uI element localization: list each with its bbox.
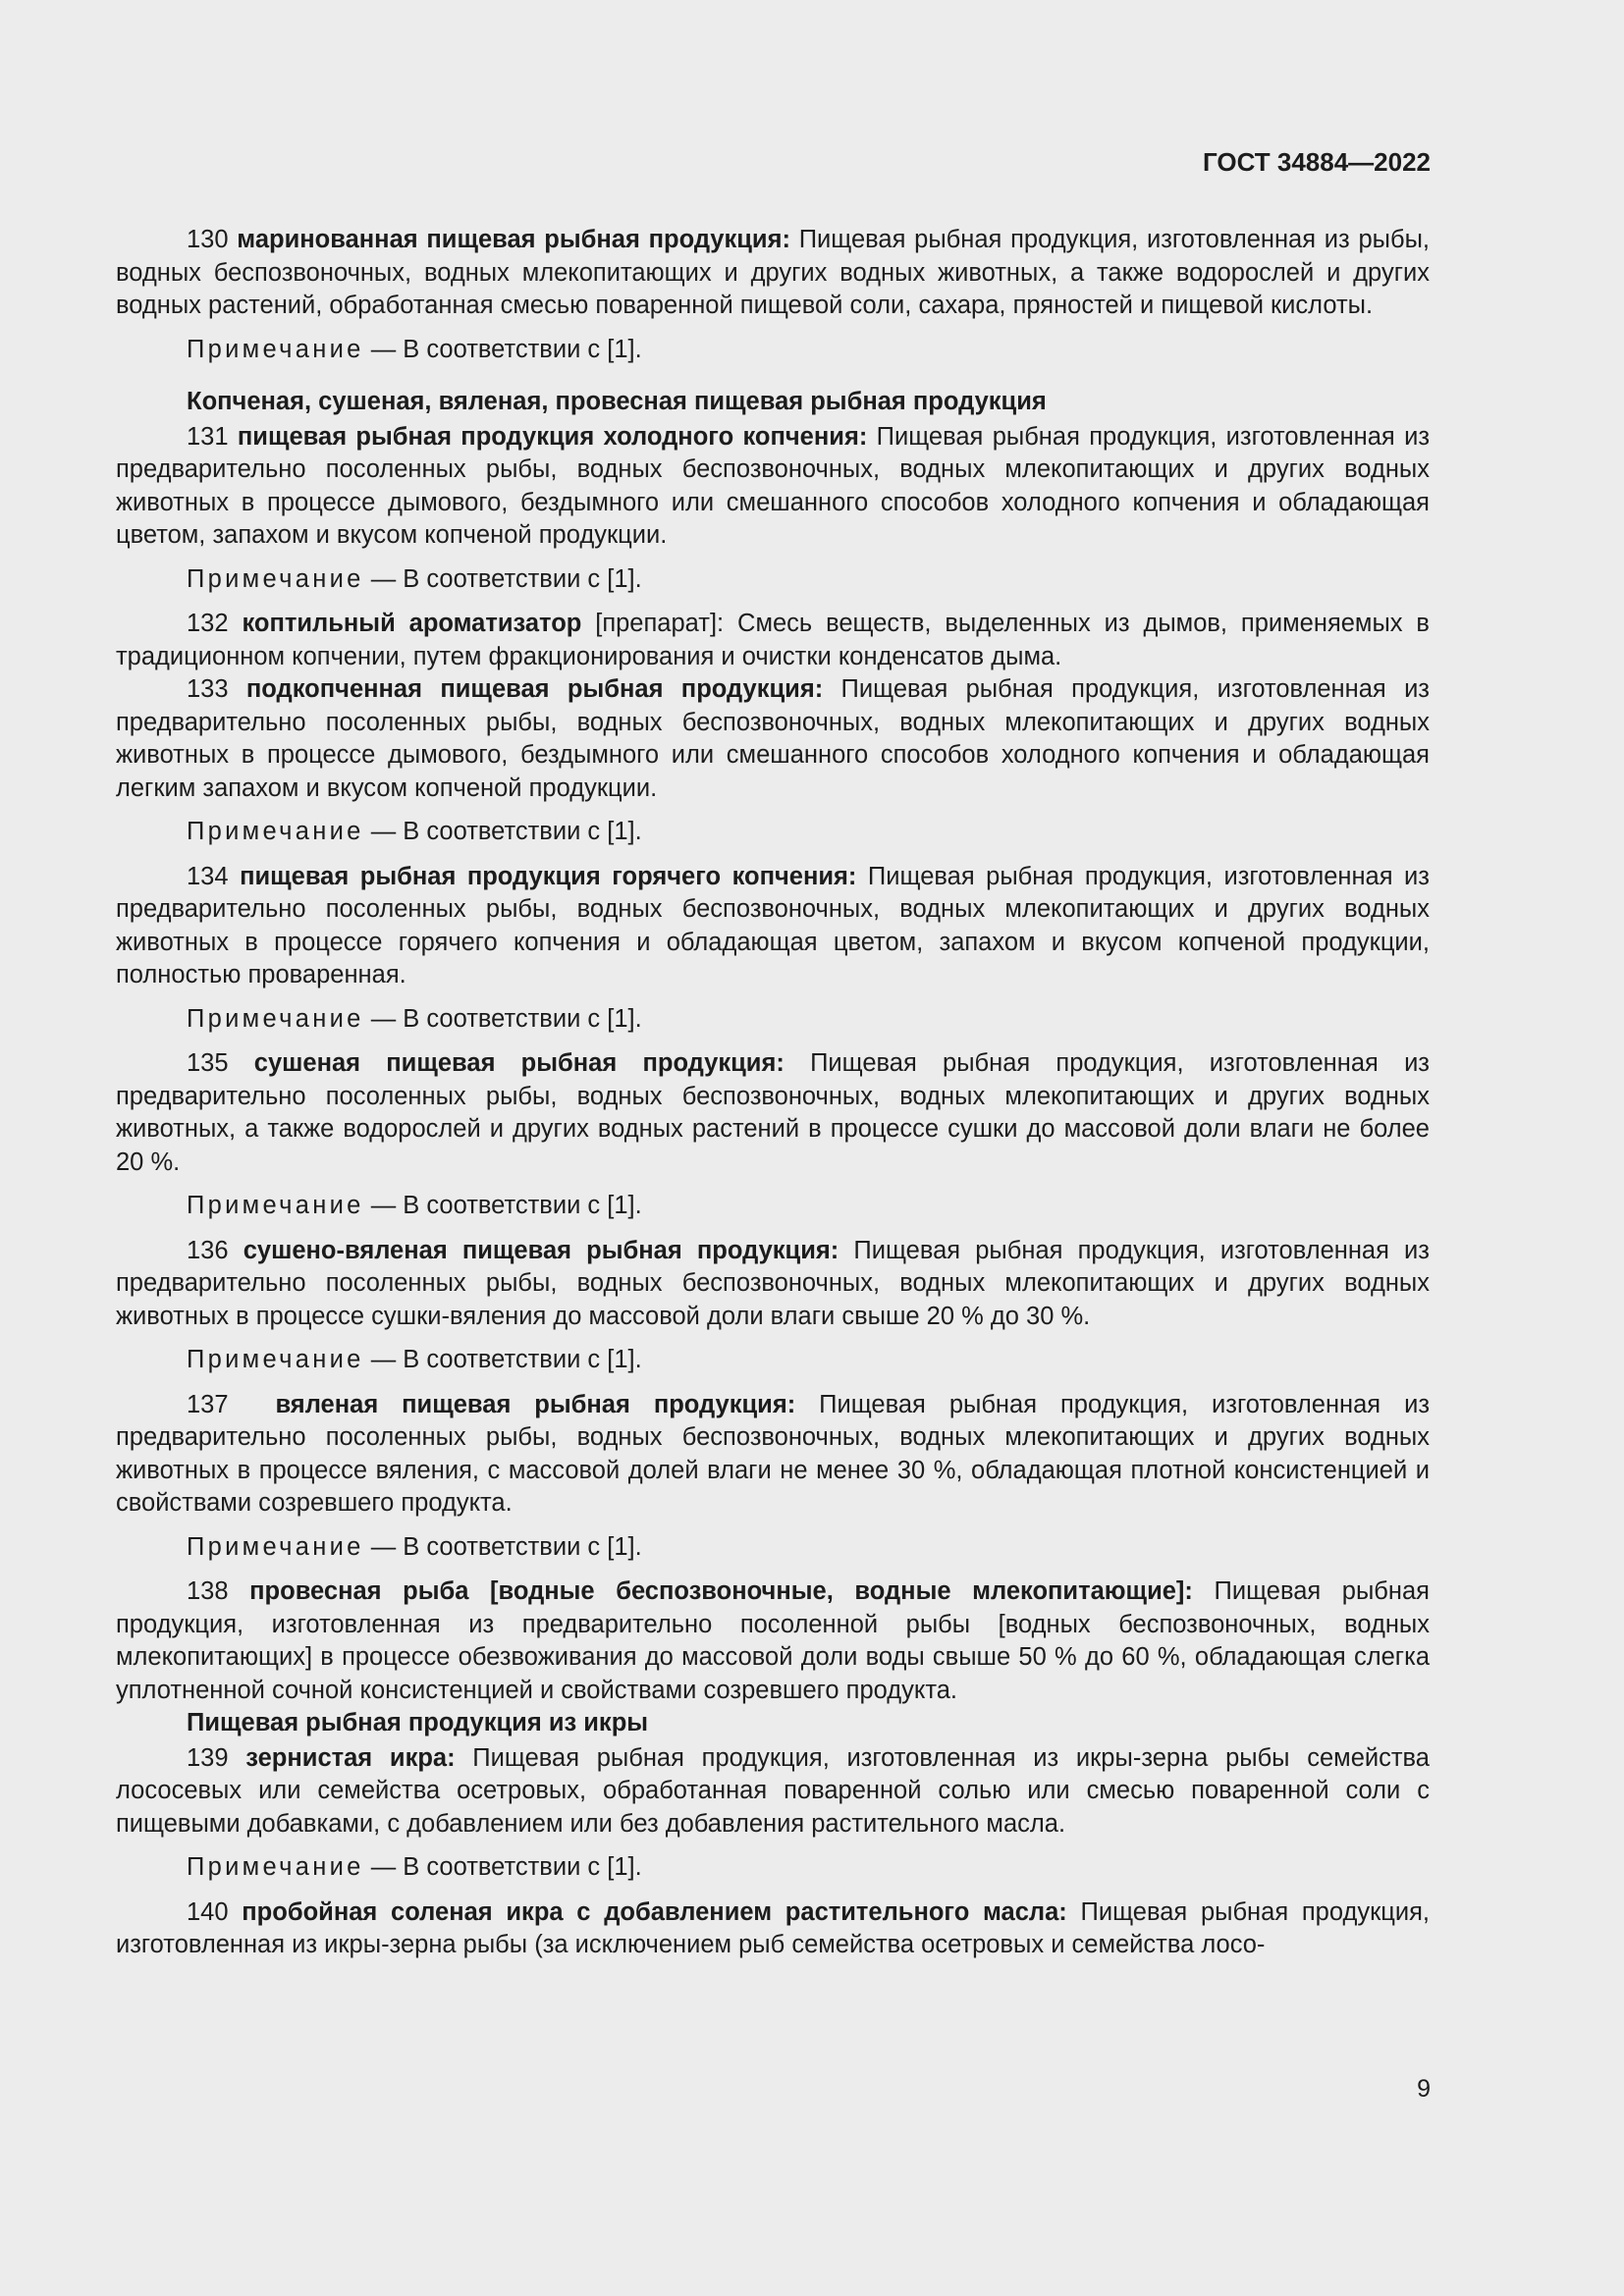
- term-definition: Пищевая рыбная продукция, изготовленная из предварительно посоленных рыбы, водных беспозвоночных, водных млекопитающих и других водных животных в процессе дымового, бездымного или смешанного способов холодного копчения и обладающая цветом, запахом и вкусом копченой продукции.: [116, 422, 1431, 549]
- term-name: подкопченная пищевая рыбная продукция:: [245, 675, 824, 703]
- term-name: зернистая икра:: [245, 1743, 456, 1772]
- term-definition: Пищевая рыбная продукция, изготовленная из предварительно посоленных рыбы, водных беспозвоночных, водных млекопитающих и других водных животных в процессе дымового, бездымного или смешанного способов холодного копчения и обладающая легким запахом и вкусом копченой продукции.: [116, 675, 1431, 802]
- term-definition: Пищевая рыбная продукция, изготовленная из предварительно посоленных рыбы, водных беспозвоночных, водных млекопитающих и других водных животных в процессе вяления, с массовой долей влаги не менее 30 %, обладающая плотной консистенцией и свойствами созревшего продукта.: [116, 1390, 1431, 1517]
- term-entry: 135 сушеная пищевая рыбная продукция: Пищевая рыбная продукция, изготовленная из предварительно посоленных рыбы, водных беспозвоночных, водных млекопитающих и других водных животных, а также водорослей и других водных растений в процессе сушки до массовой доли влаги не более 20 %.: [116, 1049, 1430, 1176]
- term-name: сушено-вяленая пищевая рыбная продукция:: [243, 1236, 839, 1264]
- term-entry: 134 пищевая рыбная продукция горячего копчения: Пищевая рыбная продукция, изготовленная из предварительно посоленных рыбы, водных беспозвоночных, водных млекопитающих и других водных животных в процессе горячего копчения и обладающая цветом, запахом и вкусом копченой продукции, полностью проваренная.: [116, 862, 1430, 988]
- section-heading: Пищевая рыбная продукция из икры: [187, 1709, 649, 1736]
- term-definition: Пищевая рыбная продукция, изготовленная из рыбы, водных беспозвоночных, водных млекопитающих и других водных животных, а также водорослей и других водных растений, обработанная смесью поваренной пищевой соли, сахара, пряностей и пищевой кислоты.: [116, 226, 1430, 319]
- term-definition: Пищевая рыбная продукция, изготовленная из предварительно посоленных рыбы, водных беспозвоночных, водных млекопитающих и других водных животных, а также водорослей и других водных растений в процессе сушки до массовой доли влаги не более 20 %.: [116, 1049, 1430, 1176]
- term-name: маринованная пищевая рыбная продукция:: [237, 226, 790, 253]
- term-name: коптильный ароматизатор: [242, 610, 582, 637]
- term-entry: 137 вяленая пищевая рыбная продукция: Пищевая рыбная продукция, изготовленная из предварительно посоленных рыбы, водных беспозвоночных, водных млекопитающих и других водных животных в процессе вяления, с массовой долей влаги не менее 30 %, обладающая плотной консистенцией и свойствами созревшего продукта.: [116, 1390, 1431, 1517]
- section-heading: Копченая, сушеная, вяленая, провесная пищевая рыбная продукция: [187, 388, 1047, 415]
- term-name: пищевая рыбная продукция горячего копчения:: [240, 862, 857, 890]
- note: Примечание — В соответствии с [1].: [187, 335, 642, 363]
- term-definition: Пищевая рыбная продукция, изготовленная из предварительно посоленных рыбы, водных беспозвоночных, водных млекопитающих и других водных животных в процессе сушки-вяления до массовой доли влаги свыше 20 % до 30 %.: [116, 1236, 1430, 1330]
- document-body: [116, 224, 1430, 1962]
- page-number: 9: [1417, 2075, 1431, 2103]
- note: Примечание — В соответствии с [1].: [187, 1192, 642, 1219]
- document-id: ГОСТ 34884—2022: [1203, 147, 1431, 177]
- term-entry: 132 коптильный ароматизатор [препарат]: Смесь веществ, выделенных из дымов, применяемых в традиционном копчении, путем фракционирования и очистки конденсатов дыма.: [116, 610, 1430, 670]
- term-entry: 136 сушено-вяленая пищевая рыбная продукция: Пищевая рыбная продукция, изготовленная из предварительно посоленных рыбы, водных беспозвоночных, водных млекопитающих и других водных животных в процессе сушки-вяления до массовой доли влаги свыше 20 % до 30 %.: [116, 1236, 1430, 1330]
- term-entry: 131 пищевая рыбная продукция холодного копчения: Пищевая рыбная продукция, изготовленная из предварительно посоленных рыбы, водных беспозвоночных, водных млекопитающих и других водных животных в процессе дымового, бездымного или смешанного способов холодного копчения и обладающая цветом, запахом и вкусом копченой продукции.: [116, 422, 1431, 549]
- term-name: пробойная соленая икра с добавлением растительного масла:: [242, 1897, 1067, 1926]
- note: Примечание — В соответствии с [1].: [187, 1853, 642, 1881]
- term-definition: [препарат]: Смесь веществ, выделенных из дымов, применяемых в традиционном копчении, путем фракционирования и очистки конденсатов дыма.: [116, 610, 1430, 670]
- term-definition: Пищевая рыбная продукция, изготовленная из предварительно посоленных рыбы, водных беспозвоночных, водных млекопитающих и других водных животных в процессе горячего копчения и обладающая цветом, запахом и вкусом копченой продукции, полностью проваренная.: [116, 862, 1430, 988]
- term-definition: Пищевая рыбная продукция, изготовленная из предварительно посоленной рыбы [водных беспозвоночных, водных млекопитающих] в процессе обезвоживания до массовой доли воды свыше 50 % до 60 %, обладающая слегка уплотненной сочной консистенцией и свойствами созревшего продукта.: [116, 1577, 1430, 1704]
- term-entry: 138 провесная рыба [водные беспозвоночные, водные млекопитающие]: Пищевая рыбная продукция, изготовленная из предварительно посоленной рыбы [водных беспозвоночных, водных млекопитающих] в процессе обезвоживания до массовой доли воды свыше 50 % до 60 %, обладающая слегка уплотненной сочной консистенцией и свойствами созревшего продукта.: [116, 1577, 1430, 1704]
- term-definition: Пищевая рыбная продукция, изготовленная из икры-зерна рыбы (за исключением рыб семейства осетровых и семейства лосо-: [116, 1897, 1430, 1958]
- note: Примечание — В соответствии с [1].: [187, 564, 642, 593]
- term-entry: 133 подкопченная пищевая рыбная продукция: Пищевая рыбная продукция, изготовленная из предварительно посоленных рыбы, водных беспозвоночных, водных млекопитающих и других водных животных в процессе дымового, бездымного или смешанного способов холодного копчения и обладающая легким запахом и вкусом копченой продукции.: [116, 675, 1431, 802]
- term-name: пищевая рыбная продукция холодного копчения:: [237, 422, 868, 451]
- term-name: сушеная пищевая рыбная продукция:: [253, 1049, 785, 1077]
- note: Примечание — В соответствии с [1].: [187, 1004, 642, 1033]
- term-entry: 130 маринованная пищевая рыбная продукция: Пищевая рыбная продукция, изготовленная из рыбы, водных беспозвоночных, водных млекопитающих и других водных животных, а также водорослей и других водных растений, обработанная смесью поваренной пищевой соли, сахара, пряностей и пищевой кислоты.: [116, 226, 1430, 319]
- term-name: вяленая пищевая рыбная продукция:: [275, 1390, 796, 1418]
- note: Примечание — В соответствии с [1].: [187, 1532, 642, 1561]
- note: Примечание — В соответствии с [1].: [187, 818, 642, 845]
- term-name: провесная рыба [водные беспозвоночные, водные млекопитающие]:: [249, 1577, 1193, 1605]
- term-definition: Пищевая рыбная продукция, изготовленная из икры-зерна рыбы семейства лососевых или семейства осетровых, обработанная поваренной солью или смесью поваренной соли с пищевыми добавками, с добавлением или без добавления растительного масла.: [116, 1743, 1430, 1838]
- term-entry: 140 пробойная соленая икра с добавлением растительного масла: Пищевая рыбная продукция, изготовленная из икры-зерна рыбы (за исключением рыб семейства осетровых и семейства лосо-: [116, 1897, 1430, 1958]
- term-entry: 139 зернистая икра: Пищевая рыбная продукция, изготовленная из икры-зерна рыбы семейства лососевых или семейства осетровых, обработанная поваренной солью или смесью поваренной соли с пищевыми добавками, с добавлением или без добавления растительного масла.: [116, 1743, 1430, 1838]
- note: Примечание — В соответствии с [1].: [187, 1346, 642, 1373]
